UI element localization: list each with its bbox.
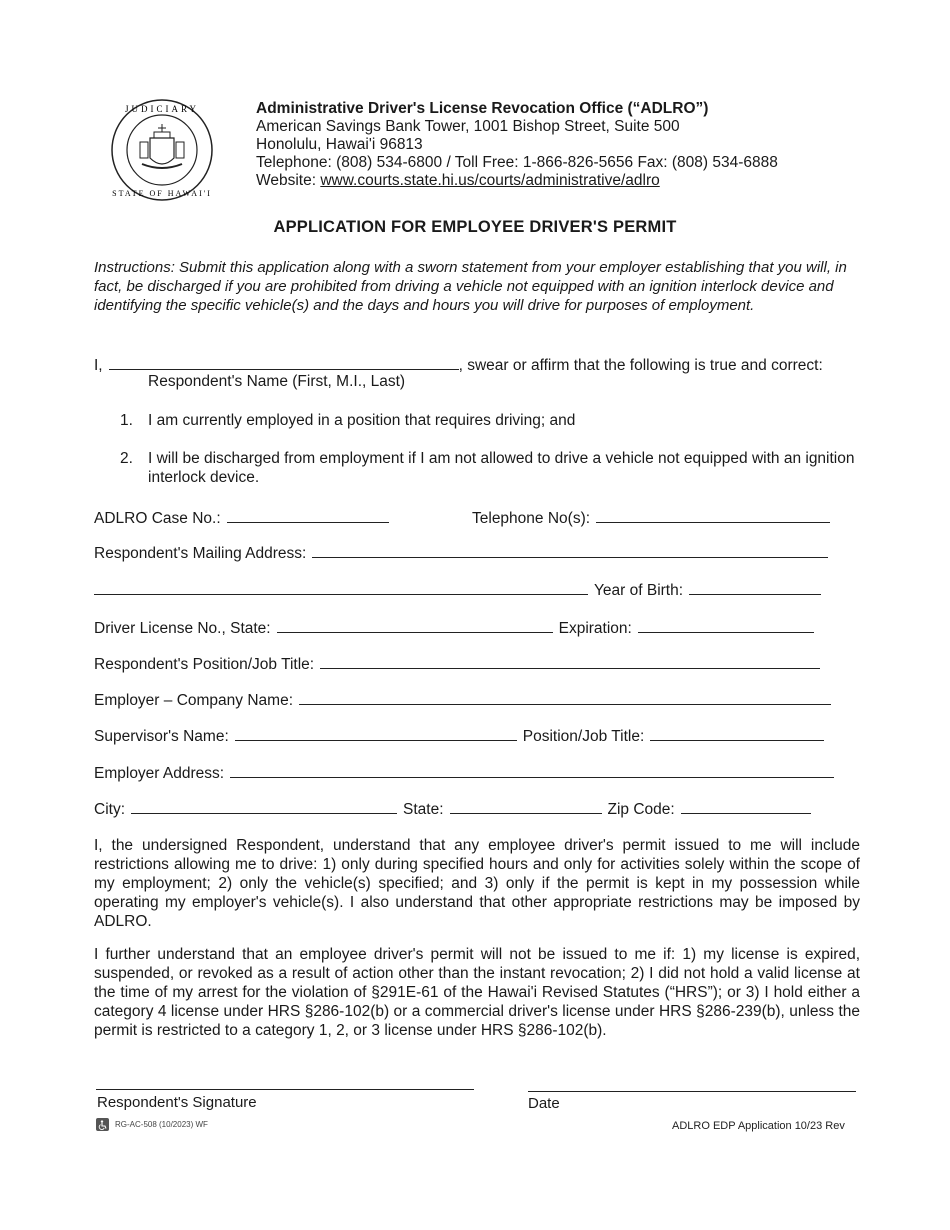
position-row: [94, 653, 826, 674]
position-label: Respondent's Position/Job Title:: [94, 656, 315, 673]
employer-name-row: [94, 689, 837, 710]
year-of-birth-label: Year of Birth:: [594, 582, 684, 599]
website-label: Website:: [256, 172, 321, 189]
date-label: Date: [528, 1095, 560, 1112]
telephone-field[interactable]: [596, 507, 830, 523]
employer-address-label: Employer Address:: [94, 765, 225, 782]
statement-text: I am currently employed in a position that requires driving; and: [148, 412, 576, 429]
address-line-2: Honolulu, Hawai'i 96813: [256, 136, 423, 153]
respondent-signature-label: Respondent's Signature: [97, 1094, 257, 1111]
form-title: APPLICATION FOR EMPLOYEE DRIVER'S PERMIT: [273, 218, 677, 236]
driver-license-field[interactable]: [277, 617, 553, 633]
oath-prefix: I,: [94, 357, 103, 374]
statement-number: 2.: [120, 450, 133, 467]
supervisor-field[interactable]: [235, 725, 517, 741]
supervisor-position-label: Position/Job Title:: [522, 728, 645, 745]
instructions: Instructions: Submit this application along with a sworn statement from your employer establishing that you will, in fact, be discharged if you are prohibited from driving a vehicle not equipped with an ignition interlock device and identifying the specific vehicle(s) and the days and hours you will drive for purposes of employment.: [94, 259, 847, 314]
employer-name-label: Employer – Company Name:: [94, 692, 293, 709]
respondent-name-field[interactable]: [109, 354, 459, 370]
position-field[interactable]: [320, 653, 820, 669]
oath-line: [94, 354, 823, 375]
zip-field[interactable]: [681, 798, 811, 814]
state-label: State:: [403, 801, 444, 818]
judiciary-seal-icon: [110, 98, 214, 202]
mailing-address-row: [94, 542, 834, 563]
address-continued-row: [94, 579, 827, 600]
svg-text:JUDICIARY: JUDICIARY: [124, 104, 200, 114]
supervisor-position-field[interactable]: [650, 725, 824, 741]
website-link[interactable]: www.courts.state.hi.us/courts/administrative/adlro: [320, 172, 660, 189]
office-info: [256, 100, 778, 190]
accessibility-icon: [96, 1118, 109, 1131]
date-field[interactable]: [528, 1091, 856, 1092]
respondent-name-caption: Respondent's Name (First, M.I., Last): [148, 373, 406, 390]
case-no-row: [94, 507, 395, 528]
case-no-field[interactable]: [227, 507, 389, 523]
employer-address-row: [94, 762, 840, 783]
respondent-signature-field[interactable]: [96, 1089, 474, 1090]
expiration-label: Expiration:: [558, 620, 632, 637]
city-field[interactable]: [131, 798, 397, 814]
oath-suffix: , swear or affirm that the following is true and correct:: [458, 357, 823, 374]
employer-name-field[interactable]: [299, 689, 831, 705]
year-of-birth-field[interactable]: [689, 579, 821, 595]
understanding-paragraph-2: I further understand that an employee driver's permit will not be issued to me if: 1) my license is expired, suspended, or revoked as a result of action other than the instant revocation; 2) I did not hold a valid license at the time of my arrest for the violation of §291E-61 of the Hawai'i Revised Statutes (“HRS”); or 3) I hold either a category 4 license under HRS §286-102(b) or a commercial driver's license under HRS §286-239(b), unless the permit is restricted to a category 1, 2, or 3 license under HRS §286-102(b).: [94, 946, 860, 1039]
driver-license-row: [94, 617, 820, 638]
driver-license-label: Driver License No., State:: [94, 620, 271, 637]
footer-form-code: [96, 1118, 208, 1131]
form-revision: ADLRO EDP Application 10/23 Rev: [672, 1120, 845, 1132]
address-line-1: American Savings Bank Tower, 1001 Bishop Street, Suite 500: [256, 118, 680, 135]
supervisor-label: Supervisor's Name:: [94, 728, 229, 745]
statement-number: 1.: [120, 412, 133, 429]
svg-text:STATE OF HAWAI'I: STATE OF HAWAI'I: [112, 189, 212, 198]
statement-text: I will be discharged from employment if I am not allowed to drive a vehicle not equipped with an ignition interlock device.: [148, 450, 855, 486]
understanding-paragraph-1: I, the undersigned Respondent, understand that any employee driver's permit issued to me will include restrictions allowing me to drive: 1) only during specified hours and only for activities solely within the scope of my employment; 2) only the vehicle(s) specified; and 3) only if the permit is kept in my possession while operating my employer's vehicle(s). I also understand that other appropriate restrictions may be imposed by ADLRO.: [94, 837, 860, 930]
office-name: Administrative Driver's License Revocation Office (“ADLRO”): [256, 100, 709, 117]
telephone-label: Telephone No(s):: [472, 510, 591, 527]
state-field[interactable]: [450, 798, 602, 814]
expiration-field[interactable]: [638, 617, 814, 633]
supervisor-row: [94, 725, 830, 746]
city-state-zip-row: [94, 798, 817, 819]
mailing-address-label: Respondent's Mailing Address:: [94, 545, 307, 562]
mailing-address-field-2[interactable]: [94, 579, 588, 595]
phone-line: Telephone: (808) 534-6800 / Toll Free: 1-866-826-5656 Fax: (808) 534-6888: [256, 154, 778, 171]
case-no-label: ADLRO Case No.:: [94, 510, 221, 527]
employer-address-field[interactable]: [230, 762, 834, 778]
form-code: RG-AC-508 (10/2023) WF: [115, 1120, 208, 1129]
website-line: [256, 172, 778, 190]
telephone-row: [472, 507, 836, 528]
mailing-address-field[interactable]: [312, 542, 828, 558]
city-label: City:: [94, 801, 125, 818]
zip-label: Zip Code:: [607, 801, 675, 818]
